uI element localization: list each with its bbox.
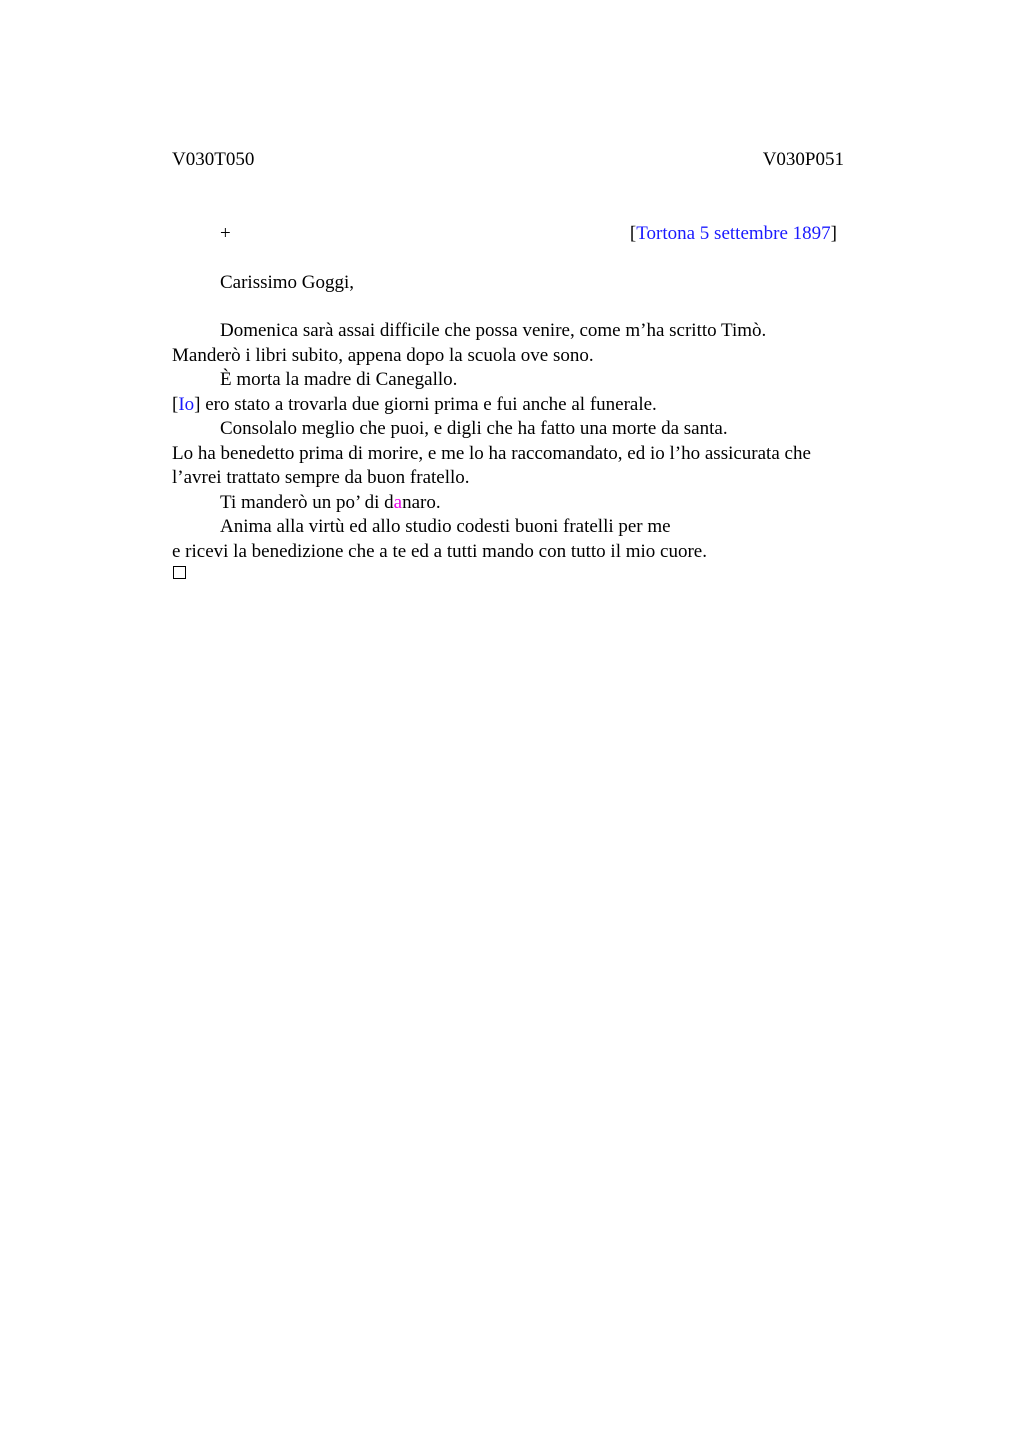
body-line-8 [220, 493, 441, 512]
insert-close-bracket: ] [194, 394, 201, 415]
document-code-right: V030P051 [762, 149, 844, 170]
cross-symbol: + [220, 223, 231, 244]
end-of-text-box-icon [173, 566, 186, 579]
body-line-7: l’avrei trattato sempre da buon fratello. [172, 467, 470, 488]
date-open-bracket: [ [629, 223, 637, 244]
body-line-3: È morta la madre di Canegallo. [220, 369, 458, 390]
body-line-10: e ricevi la benedizione che a te ed a tutti mando con tutto il mio cuore. [172, 541, 707, 562]
document-code-left: V030T050 [172, 149, 255, 170]
body-line-8-pre: Ti manderò un po’ di d [220, 492, 394, 513]
salutation: Carissimo Goggi, [220, 272, 355, 293]
body-line-4 [172, 395, 657, 414]
correction-mark: a [393, 492, 403, 513]
body-line-2: Manderò i libri subito, appena dopo la scuola ove sono. [172, 345, 594, 366]
body-line-4-text: ero stato a trovarla due giorni prima e fui anche al funerale. [200, 394, 657, 415]
letter-date [630, 224, 837, 243]
body-line-9: Anima alla virtù ed allo studio codesti buoni fratelli per me [220, 516, 671, 537]
body-line-5: Consolalo meglio che puoi, e digli che ha fatto una morte da santa. [220, 418, 728, 439]
date-text: Tortona 5 settembre 1897 [636, 223, 831, 244]
date-close-bracket: ] [830, 223, 837, 244]
body-line-6: Lo ha benedetto prima di morire, e me lo ha raccomandato, ed io l’ho assicurata che [172, 443, 811, 464]
body-line-1: Domenica sarà assai difficile che possa venire, come m’ha scritto Timò. [220, 320, 767, 341]
body-line-8-post: naro. [402, 492, 441, 513]
editorial-insert: Io [178, 394, 195, 415]
insert-open-bracket: [ [172, 394, 179, 415]
